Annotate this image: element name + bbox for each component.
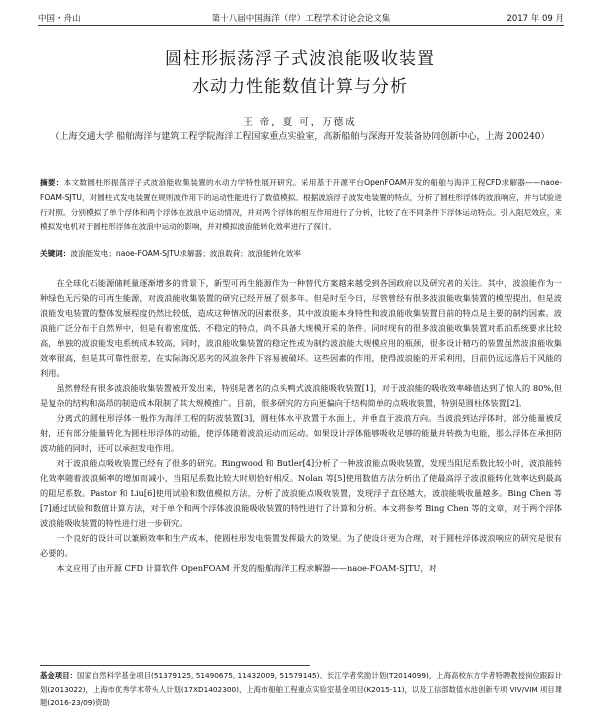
abstract-text: 本文数圆柱形振荡浮子式波浪能收集装置的水动力学特性展开研究。采用基于开源平台OpenFOAM开发的船舶与海洋工程CFD求解器——naoe-FOAM-SJTU，对圆柱式发电装置在规则波作用下的运动性能进行了数值模拟。根据波浪浮子波发电装置的特点，分析了圆柱形浮体的波浪响应，并与试验进行对照。分别模拟了单个浮体和两个浮体在波浪中运动情况，并对两个浮体的相互作用进行了分析，比较了在不同条件下浮体运动特点。引入阻尼效应，来模拟发电机对于圆柱形浮体在波浪中运动的影响，并对模拟波浪能转化效率进行了探讨。 (40, 178, 562, 232)
footnote (40, 669, 562, 710)
abstract-label: 摘要： (40, 178, 64, 187)
body-text (40, 276, 562, 576)
paragraph: 对于波浪能点吸收装置已经有了很多的研究。Ringwood 和 Butler[4]分析了一种波浪能点吸收装置，发现当阻尼系数比较小时，波浪能转化效率随着波浪频率的增加而减小，当阻尼系数比较大时则恰好相反。Nolan 等[5]使用数值方法分析出了使最高浮子波浪能转化效率达到最高的阻尼系数。Pastor 和 Liu[6]使用试验和数值模拟方法，分析了波浪能点吸收装置，发现浮子直径越大，波浪能吸收量越多。Bing Chen 等[7]通过试验和数值计算方法，对于单个和两个浮体波浪能吸收装置的特性进行了计算和分析。本文将参考 Bing Chen 等的文章，对于两个浮体波浪能吸收装置的特性进行进一步研究。 (40, 458, 562, 528)
keywords (40, 248, 562, 259)
header-proceedings: 第十八届中国海洋（岸）工程学术讨论会论文集 (211, 14, 391, 24)
footnote-label: 基金项目： (40, 671, 77, 680)
paragraph: 本文应用了由开源 CFD 计算软件 OpenFOAM 开发的船舶海洋工程求解器——naoe-FOAM-SJTU，对 (56, 563, 437, 573)
footnote-rule (40, 665, 310, 666)
header-date: 2017 年 09 月 (506, 14, 564, 24)
header-location: 中国・舟山 (38, 14, 81, 24)
paper-title-line1: 圆柱形振荡浮子式波浪能吸收装置 (165, 49, 435, 69)
footnote-text: 国家自然科学基金项目(51379125, 51490675, 11432009, 51579145)、长江学者奖励计划(T2014099)，上海高校东方学者特聘教授岗位跟踪计划(2013022)，上海市优秀学术带头人计划(17XD1402300)，上海市船舶工程重点实验室基金项目(K2015-11)，以及工信部数值水池创新专项 VIV/VIM 项目课题(2016-23/09)资助 (40, 671, 562, 708)
paper-title-line2: 水动力性能数值计算与分析 (192, 77, 408, 97)
page-header (38, 10, 564, 26)
keywords-label: 关键词： (40, 249, 71, 258)
paragraph: 分离式的圆柱形浮体一般作为海洋工程的防波装置[3]，圆柱体水平放置于水面上，并垂直于波浪方向。当波浪到达浮体时，部分能量被反射，还有部分能量转化为圆柱形浮体的动能，使浮体随着波浪运动而运动。如果设计浮体能够吸收足够的能量并转换为电能，那么浮体在承担防波功能的同时，还可以承担发电作用。 (40, 413, 562, 453)
paragraph: 在全球化石能源储耗量逐渐增多的背景下，新型可再生能源作为一种替代方案越来越受到各国政府以及研究者的关注。其中，波浪能作为一种绿色无污染的可再生能源，对波浪能收集装置的研究已经开展了很多年。但是时至今日，尽管曾经有很多波浪能收集装置的模型提出，但是波浪能发电装置的整体发展程度仍然比较低，造成这种情况的因素很多，其中波浪能本身特性和波浪能收集装置目前的特点是主要的制约因素。波浪能广泛分布于自然界中，但是有着密度低、不稳定的特点，尚不具备大规模开采的条件。同时现有的很多波浪能收集装置对系泊系统要求比较高，单独的波浪能发电系统成本较高，同时，波浪能收集装置的稳定性或为制约波浪能大规模应用的瓶颈，很多设计精巧的装置虽然波浪能收集效率很高，但是其可靠性很差，在实际海况恶劣的风浪条件下容易被破坏。这些因素的作用，使得波浪能的开采利用，目前仍远远落后于风能的利用。 (40, 278, 562, 378)
paragraph: 虽然曾经有很多波浪能收集装置被开发出来，特别是著名的点头鸭式波浪能吸收装置[1]，对于波浪能的吸收效率峰值达到了惊人的 80%,但是复杂的结构和高昂的制造成本限制了其大规模推广。目前，很多研究的方向更偏向于结构简单的点吸收装置，特别是圆柱体装置[2]。 (40, 383, 562, 408)
authors: 王 帝，夏 可，万德成 (243, 117, 357, 128)
paragraph: 一个良好的设计可以兼顾效率和生产成本，使圆柱形发电装置发挥最大的效果。为了使设计更为合理，对于圆柱浮体波浪响应的研究是很有必要的。 (40, 533, 562, 558)
keywords-text: 波浪能发电；naoe-FOAM-SJTU求解器；波浪载荷；波浪能转化效率 (70, 249, 301, 258)
affiliation: （上海交通大学 船舶海洋与建筑工程学院海洋工程国家重点实验室，高新船舶与深海开发装备协同创新中心，上海 200240） (50, 132, 550, 142)
header-rule (38, 25, 564, 26)
abstract (40, 176, 562, 235)
